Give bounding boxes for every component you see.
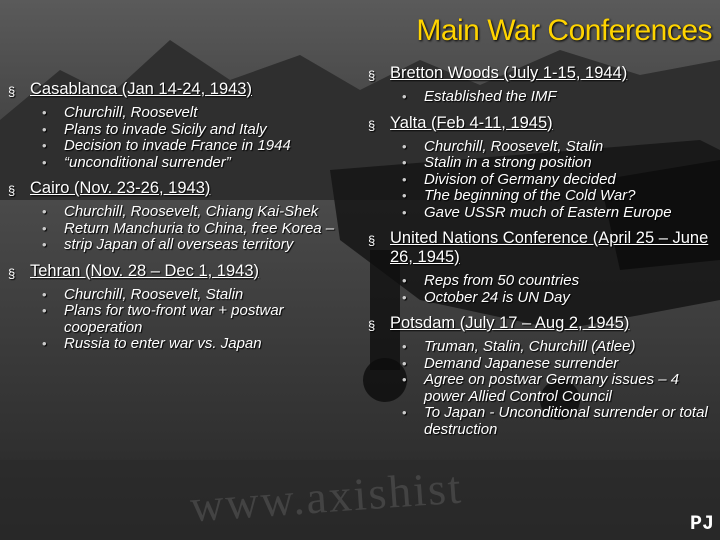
- dot-bullet-icon: •: [42, 204, 47, 219]
- list-item: • Established the IMF: [402, 88, 557, 105]
- square-bullet-icon: §: [368, 68, 376, 83]
- conference-heading: Yalta (Feb 4-11, 1945): [390, 113, 553, 132]
- dot-bullet-icon: •: [402, 138, 407, 154]
- list-item: • Gave USSR much of Eastern Europe: [402, 203, 672, 221]
- dot-bullet-icon: •: [402, 355, 407, 371]
- list-item: • Truman, Stalin, Churchill (Atlee): [402, 338, 636, 355]
- conference-cairo: [8, 179, 358, 254]
- dot-bullet-icon: •: [402, 155, 407, 170]
- dot-bullet-icon: •: [42, 303, 47, 318]
- square-bullet-icon: §: [368, 117, 376, 133]
- conference-heading: Potsdam (July 17 – Aug 2, 1945): [390, 314, 630, 332]
- dot-bullet-icon: •: [402, 171, 407, 187]
- conference-potsdam: [368, 314, 716, 438]
- dot-bullet-icon: •: [42, 154, 47, 170]
- list-item: • Decision to invade France in 1944: [42, 137, 291, 154]
- square-bullet-icon: §: [8, 84, 16, 99]
- dot-bullet-icon: •: [42, 220, 47, 236]
- conference-casablanca: [8, 80, 358, 171]
- list-item: • Churchill, Roosevelt, Stalin: [402, 137, 604, 155]
- dot-bullet-icon: •: [402, 273, 407, 288]
- dot-bullet-icon: •: [42, 105, 47, 120]
- list-item: • strip Japan of all overseas territory: [42, 236, 294, 253]
- dot-bullet-icon: •: [402, 339, 407, 354]
- dot-bullet-icon: •: [402, 289, 407, 305]
- list-item: • Plans to invade Sicily and Italy: [42, 120, 267, 138]
- conference-bretton-woods: [368, 64, 716, 106]
- watermark: www.axishist: [188, 461, 465, 532]
- dot-bullet-icon: •: [42, 138, 47, 153]
- conference-heading: United Nations Conference (April 25 – June 26, 1945): [390, 229, 709, 266]
- dot-bullet-icon: •: [42, 286, 47, 302]
- list-item: • Russia to enter war vs. Japan: [42, 335, 262, 352]
- list-item: • “unconditional surrender”: [42, 153, 231, 171]
- list-item: • Demand Japanese surrender: [402, 354, 619, 372]
- list-item: • Churchill, Roosevelt: [42, 104, 198, 121]
- list-item: • Churchill, Roosevelt, Chiang Kai-Shek: [42, 203, 319, 220]
- conference-heading: Tehran (Nov. 28 – Dec 1, 1943): [30, 261, 259, 280]
- square-bullet-icon: §: [368, 233, 376, 248]
- list-item: • Division of Germany decided: [402, 170, 616, 188]
- list-item: • Reps from 50 countries: [402, 272, 580, 289]
- conference-united-nations: [368, 229, 716, 306]
- left-column: [8, 80, 358, 361]
- dot-bullet-icon: •: [42, 121, 47, 137]
- dot-bullet-icon: •: [42, 336, 47, 351]
- list-item: • Return Manchuria to China, free Korea –: [42, 219, 335, 237]
- conference-heading: Cairo (Nov. 23-26, 1943): [30, 179, 211, 197]
- corner-mark: PJ: [689, 513, 714, 536]
- list-item: • October 24 is UN Day: [402, 288, 570, 306]
- dot-bullet-icon: •: [402, 405, 407, 420]
- dot-bullet-icon: •: [402, 188, 407, 203]
- conference-tehran: [8, 262, 358, 353]
- conference-yalta: [368, 114, 716, 222]
- conference-heading: Bretton Woods (July 1-15, 1944): [390, 64, 628, 82]
- square-bullet-icon: §: [8, 183, 16, 198]
- list-item: • Stalin in a strong position: [402, 154, 592, 171]
- slide-title: Main War Conferences: [416, 14, 712, 47]
- dot-bullet-icon: •: [402, 372, 407, 387]
- dot-bullet-icon: •: [42, 237, 47, 252]
- square-bullet-icon: §: [8, 265, 16, 281]
- list-item: • To Japan - Unconditional surrender or total destruction: [402, 404, 708, 438]
- dot-bullet-icon: •: [402, 89, 407, 104]
- list-item: • Churchill, Roosevelt, Stalin: [42, 285, 244, 303]
- list-item: • Agree on postwar Germany issues – 4 power Allied Control Council: [402, 371, 680, 405]
- conference-heading: Casablanca (Jan 14-24, 1943): [30, 80, 252, 98]
- list-item: • The beginning of the Cold War?: [402, 187, 636, 204]
- list-item: • Plans for two-front war + postwar cooperation: [42, 302, 284, 336]
- right-column: [368, 64, 716, 446]
- square-bullet-icon: §: [368, 318, 376, 333]
- dot-bullet-icon: •: [402, 204, 407, 220]
